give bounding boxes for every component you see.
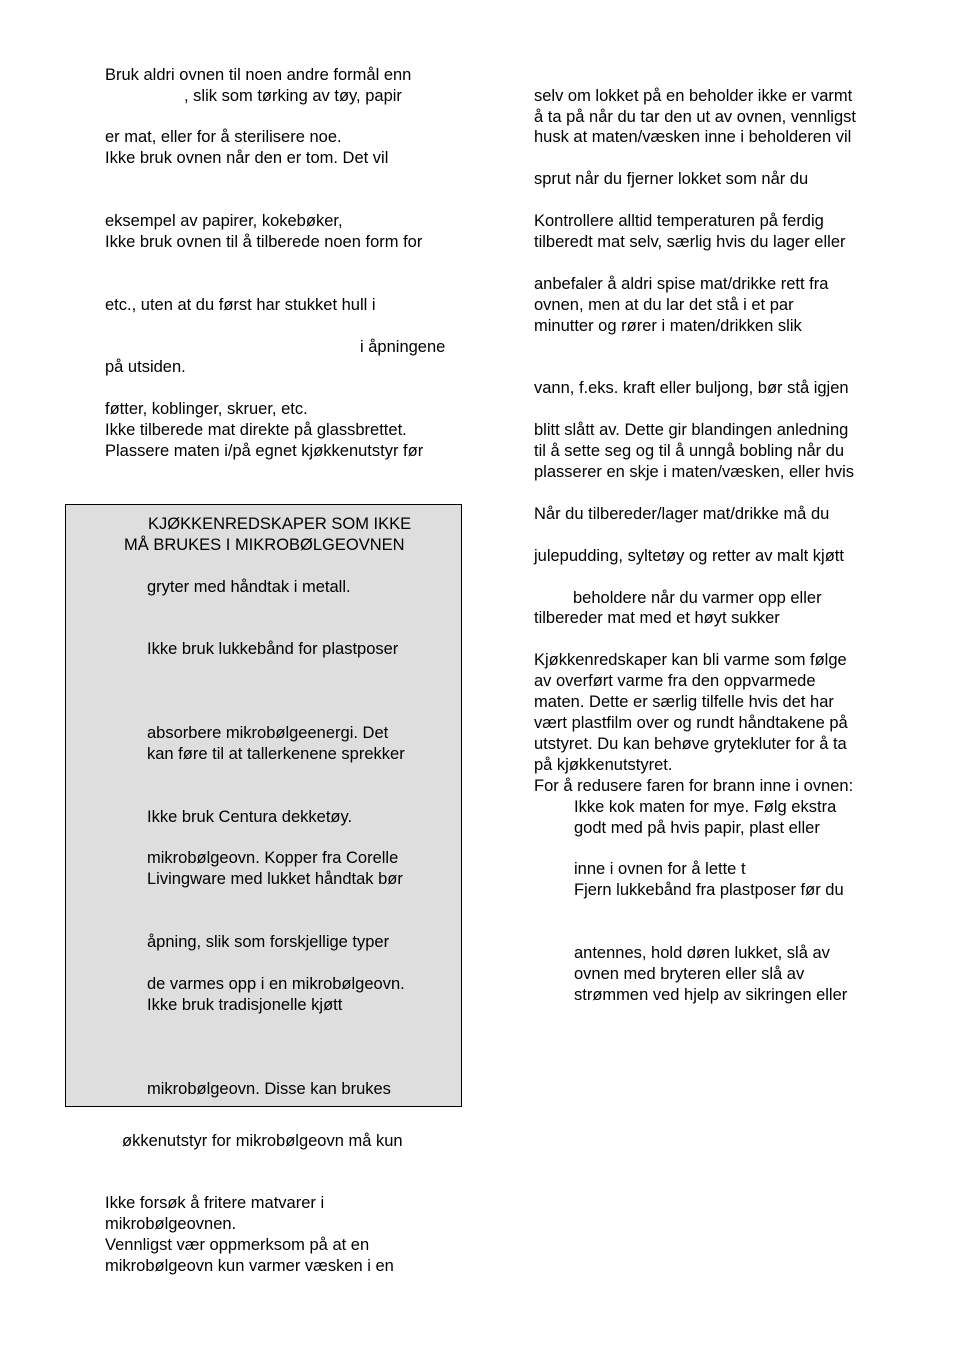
right-text-line: blitt slått av. Dette gir blandingen anledning: [534, 421, 849, 439]
left-text-line: Bruk aldri ovnen til noen andre formål enn: [105, 66, 412, 84]
box-text-line: gryter med håndtak i metall.: [147, 578, 351, 596]
right-text-line: av overført varme fra den oppvarmede: [534, 672, 816, 690]
right-text-line: maten. Dette er særlig tilfelle hvis det har: [534, 693, 834, 711]
box-heading: KJØKKENREDSKAPER SOM IKKE: [148, 515, 412, 533]
left-text-line: er mat, eller for å sterilisere noe.: [105, 128, 342, 146]
box-text-line: Ikke bruk Centura dekketøy.: [147, 808, 353, 826]
right-text-line: Fjern lukkebånd fra plastposer før du: [574, 881, 844, 899]
right-text-line: strømmen ved hjelp av sikringen eller: [574, 986, 848, 1004]
box-text-line: absorbere mikrobølgeenergi. Det: [147, 724, 389, 742]
right-text-line: godt med på hvis papir, plast eller: [574, 819, 820, 837]
box-text-line: de varmes opp i en mikrobølgeovn.: [147, 975, 405, 993]
right-text-line: Kjøkkenredskaper kan bli varme som følge: [534, 651, 847, 669]
right-text-line: sprut når du fjerner lokket som når du: [534, 170, 809, 188]
right-text-line: minutter og rører i maten/drikken slik: [534, 317, 802, 335]
right-text-line: Ikke kok maten for mye. Følg ekstra: [574, 798, 837, 816]
right-text-line: til å sette seg og til å unngå bobling når du: [534, 442, 845, 460]
left-text-line: føtter, koblinger, skruer, etc.: [105, 400, 308, 418]
right-text-line: vann, f.eks. kraft eller buljong, bør stå igjen: [534, 379, 849, 397]
right-text-line: tilberedt mat selv, særlig hvis du lager eller: [534, 233, 846, 251]
right-text-line: på kjøkkenutstyret.: [534, 756, 673, 774]
right-text-line: plasserer en skje i maten/væsken, eller hvis: [534, 463, 855, 481]
box-text-line: kan føre til at tallerkenene sprekker: [147, 745, 405, 763]
right-text-line: ovnen med bryteren eller slå av: [574, 965, 805, 983]
left-text-line: i åpningene: [360, 338, 446, 356]
left-text-line: Vennligst vær oppmerksom på at en: [105, 1236, 370, 1254]
right-text-line: å ta på når du tar den ut av ovnen, vennligst: [534, 108, 856, 126]
right-text-line: For å redusere faren for brann inne i ovnen:: [534, 777, 854, 795]
left-text-line: Ikke bruk ovnen til å tilberede noen form for: [105, 233, 423, 251]
left-text-line: , slik som tørking av tøy, papir: [184, 87, 402, 105]
right-text-line: Kontrollere alltid temperaturen på ferdig: [534, 212, 824, 230]
box-text-line: Ikke bruk lukkebånd for plastposer: [147, 640, 399, 658]
left-text-line: mikrobølgeovn kun varmer væsken i en: [105, 1257, 394, 1275]
left-text-line: Ikke forsøk å fritere matvarer i: [105, 1194, 325, 1212]
right-text-line: utstyret. Du kan behøve grytekluter for å ta: [534, 735, 847, 753]
left-text-line: økkenutstyr for mikrobølgeovn må kun: [122, 1132, 403, 1150]
right-text-line: beholdere når du varmer opp eller: [573, 589, 822, 607]
left-text-line: Plassere maten i/på egnet kjøkkenutstyr før: [105, 442, 424, 460]
box-heading: MÅ BRUKES I MIKROBØLGEOVNEN: [124, 536, 405, 554]
right-text-line: selv om lokket på en beholder ikke er varmt: [534, 87, 853, 105]
right-text-line: husk at maten/væsken inne i beholderen vil: [534, 128, 852, 146]
left-text-line: etc., uten at du først har stukket hull i: [105, 296, 376, 314]
right-text-line: Når du tilbereder/lager mat/drikke må du: [534, 505, 830, 523]
right-text-line: antennes, hold døren lukket, slå av: [574, 944, 830, 962]
right-text-line: inne i ovnen for å lette t: [574, 860, 746, 878]
left-text-line: Ikke tilberede mat direkte på glassbrettet.: [105, 421, 407, 439]
left-text-line: eksempel av papirer, kokebøker,: [105, 212, 343, 230]
left-text-line: på utsiden.: [105, 358, 186, 376]
box-text-line: mikrobølgeovn. Disse kan brukes: [147, 1080, 391, 1098]
right-text-line: tilbereder mat med et høyt sukker: [534, 609, 780, 627]
box-text-line: Livingware med lukket håndtak bør: [147, 870, 403, 888]
box-text-line: Ikke bruk tradisjonelle kjøtt: [147, 996, 343, 1014]
left-text-line: Ikke bruk ovnen når den er tom. Det vil: [105, 149, 389, 167]
right-text-line: julepudding, syltetøy og retter av malt kjøtt: [534, 547, 844, 565]
right-text-line: anbefaler å aldri spise mat/drikke rett fra: [534, 275, 829, 293]
box-text-line: mikrobølgeovn. Kopper fra Corelle: [147, 849, 399, 867]
right-text-line: ovnen, men at du lar det stå i et par: [534, 296, 794, 314]
right-text-line: vært plastfilm over og rundt håndtakene på: [534, 714, 848, 732]
left-text-line: mikrobølgeovnen.: [105, 1215, 237, 1233]
box-text-line: åpning, slik som forskjellige typer: [147, 933, 390, 951]
